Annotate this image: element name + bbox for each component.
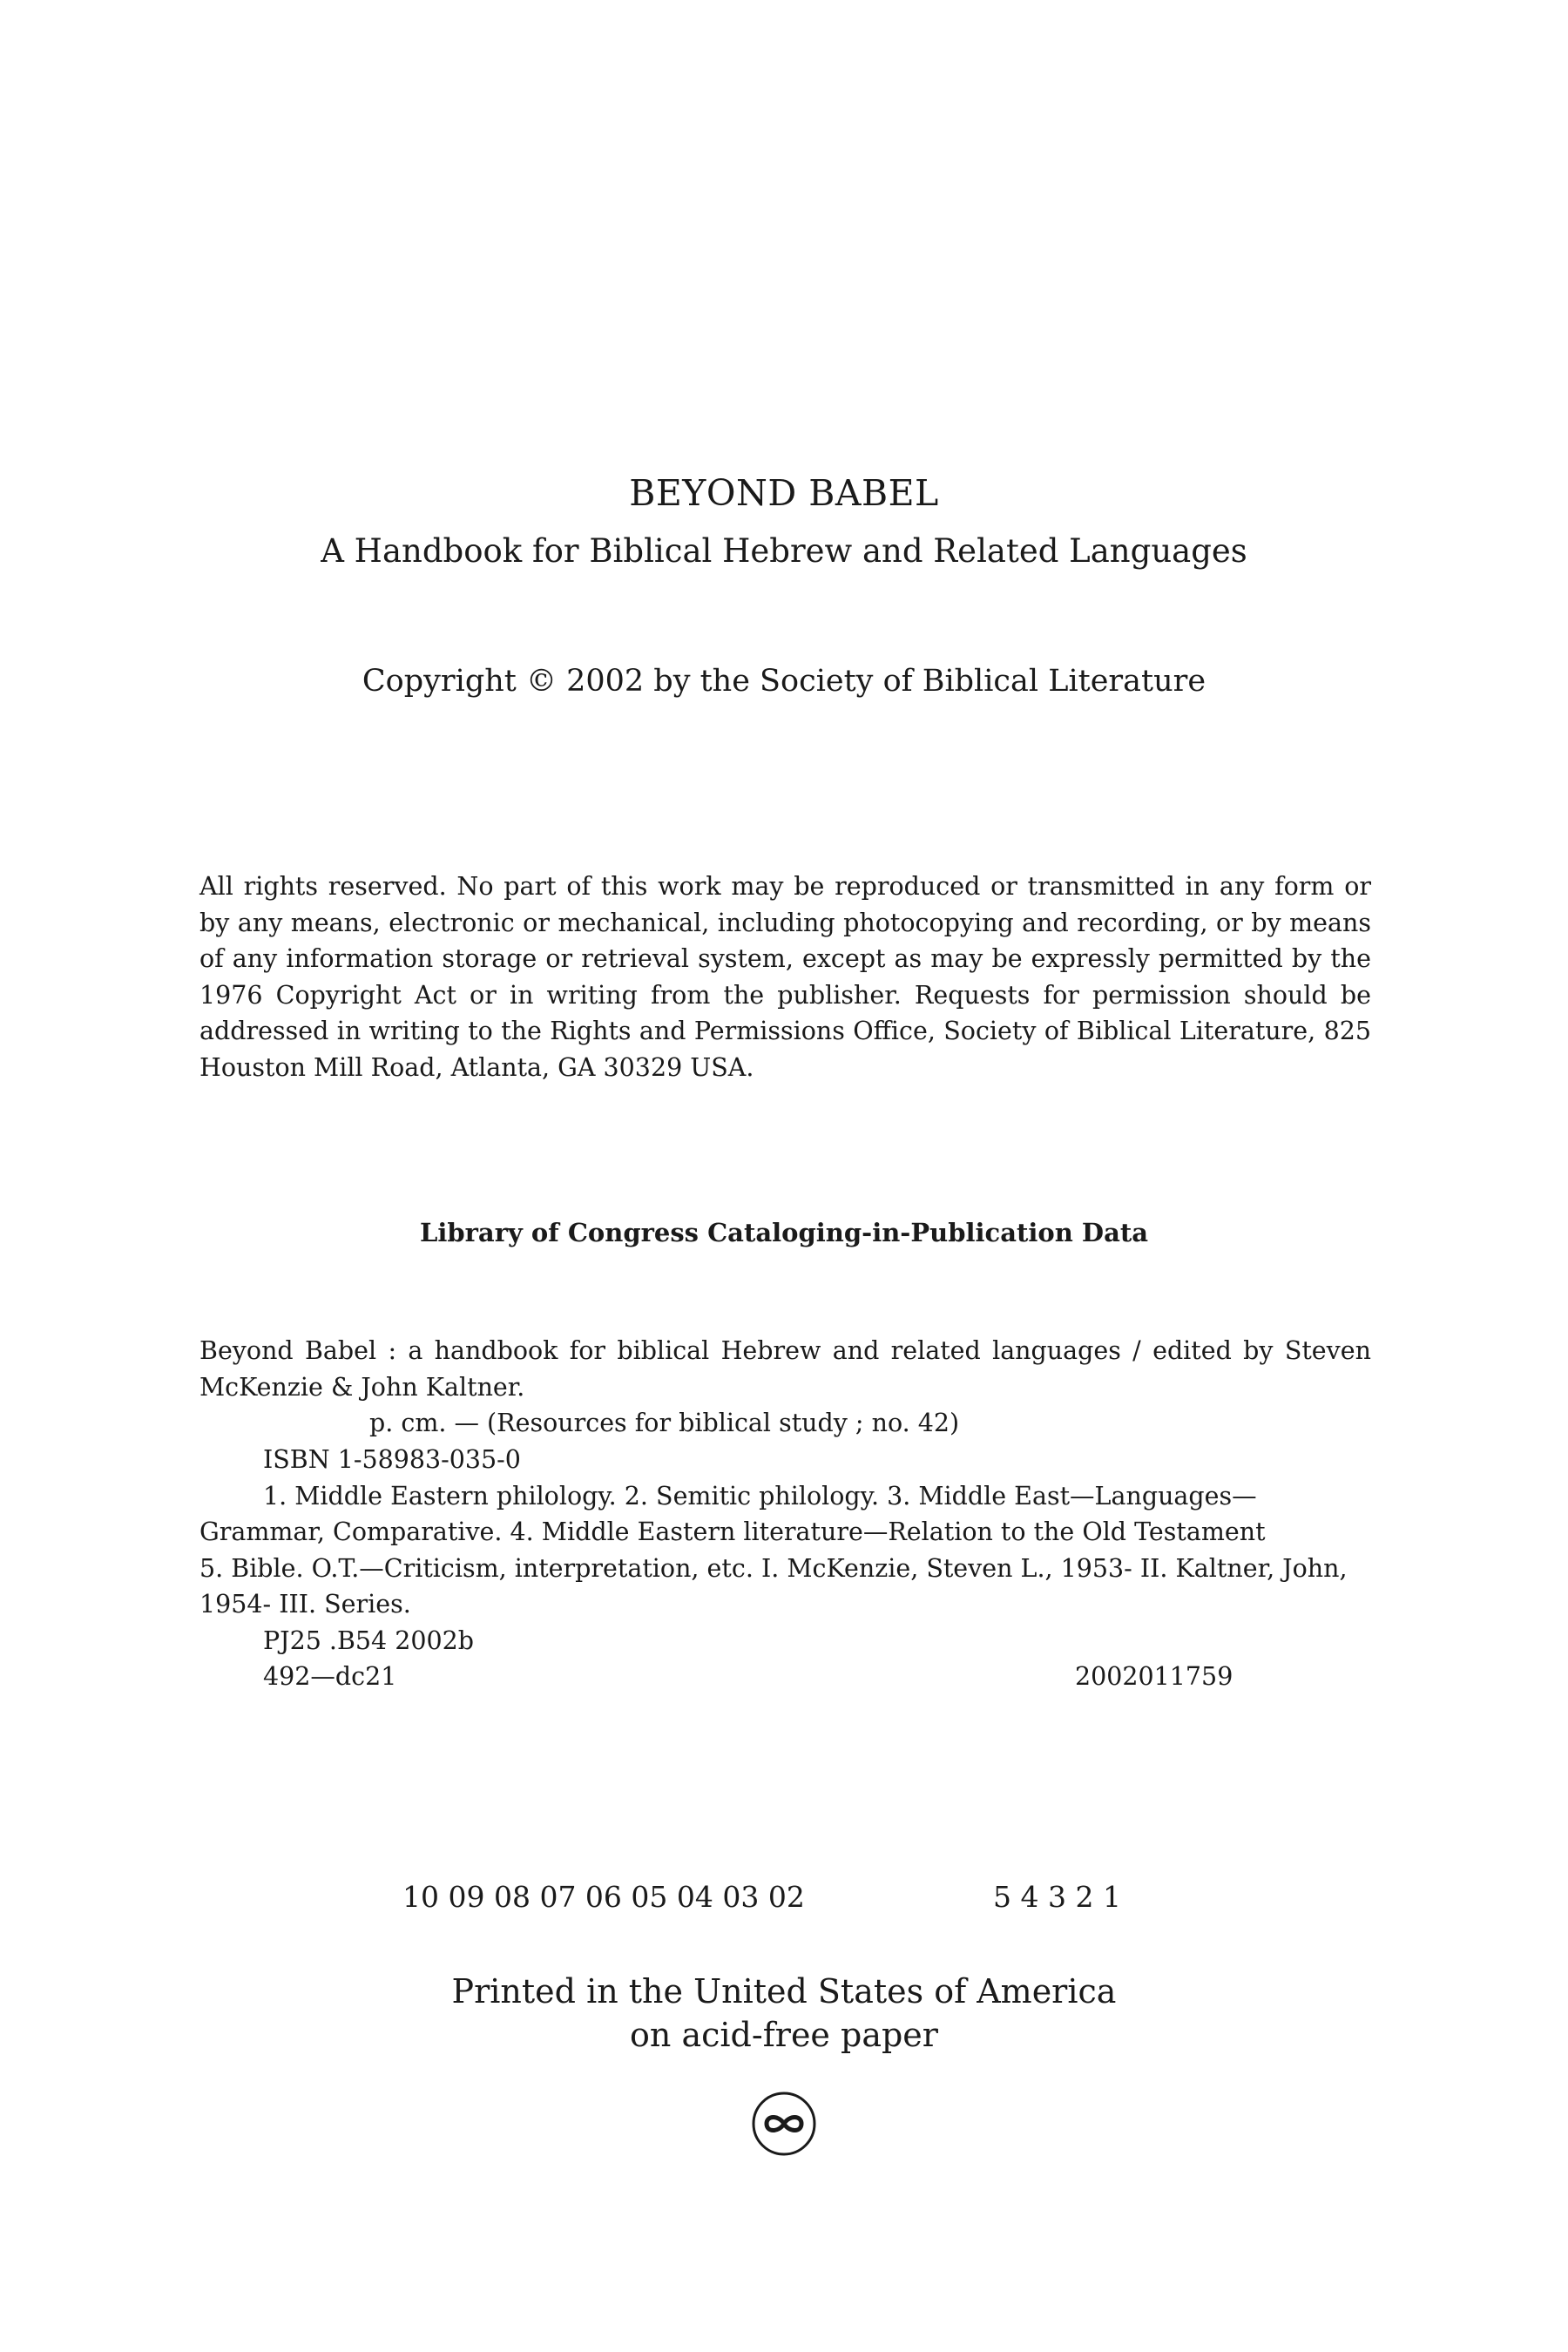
printed-line-2: on acid-free paper [630, 2016, 938, 2054]
infinity-acid-free-icon [751, 2091, 817, 2157]
printing-years: 10 09 08 07 06 05 04 03 02 [402, 1880, 805, 1914]
printed-notice [0, 1970, 1568, 2057]
copyright-line: Copyright © 2002 by the Society of Biblical Literature [362, 664, 1206, 699]
cip-subjects-line: 5. Bible. O.T.—Criticism, interpretation, etc. I. McKenzie, Steven L., 1953- II. Kaltner, John, [199, 1554, 1348, 1583]
cip-lc-class: PJ25 .B54 2002b [263, 1626, 475, 1655]
printed-line-1: Printed in the United States of America [451, 1972, 1117, 2011]
cip-entry: Beyond Babel : a handbook for biblical Hebrew and related languages / edited by Steven McKenzie & John Kaltner. [199, 1336, 1371, 1402]
cip-physical: p. cm. — (Resources for biblical study ; no. 42) [369, 1409, 960, 1437]
cip-lccn: 2002011759 [1075, 1662, 1233, 1691]
cip-subjects-line: 1. Middle Eastern philology. 2. Semitic philology. 3. Middle East—Languages— [263, 1482, 1257, 1511]
rights-notice: All rights reserved. No part of this work may be reproduced or transmitted in any form or by any means, electronic or mechanical, including photocopying and recording, or by means of any information storage or retrieval system, except as may be expressly permitted by the 1976 Copyright Act or in writing from the publisher. Requests for permission should be addressed in writing to the Rights and Permissions Office, Society of Biblical Literature, 825 Houston Mill Road, Atlanta, GA 30329 USA. [199, 872, 1371, 1082]
cip-subjects-line: Grammar, Comparative. 4. Middle Eastern literature—Relation to the Old Testament [199, 1517, 1266, 1546]
printing-numbers: 5 4 3 2 1 [993, 1880, 1121, 1914]
cip-heading: Library of Congress Cataloging-in-Publication Data [419, 1218, 1149, 1247]
book-subtitle: A Handbook for Biblical Hebrew and Related Languages [321, 532, 1247, 570]
cip-subjects-line: 1954- III. Series. [199, 1590, 411, 1619]
cip-isbn: ISBN 1-58983-035-0 [263, 1445, 521, 1474]
book-title: BEYOND BABEL [629, 472, 939, 514]
cip-dewey: 492—dc21 [263, 1662, 397, 1691]
